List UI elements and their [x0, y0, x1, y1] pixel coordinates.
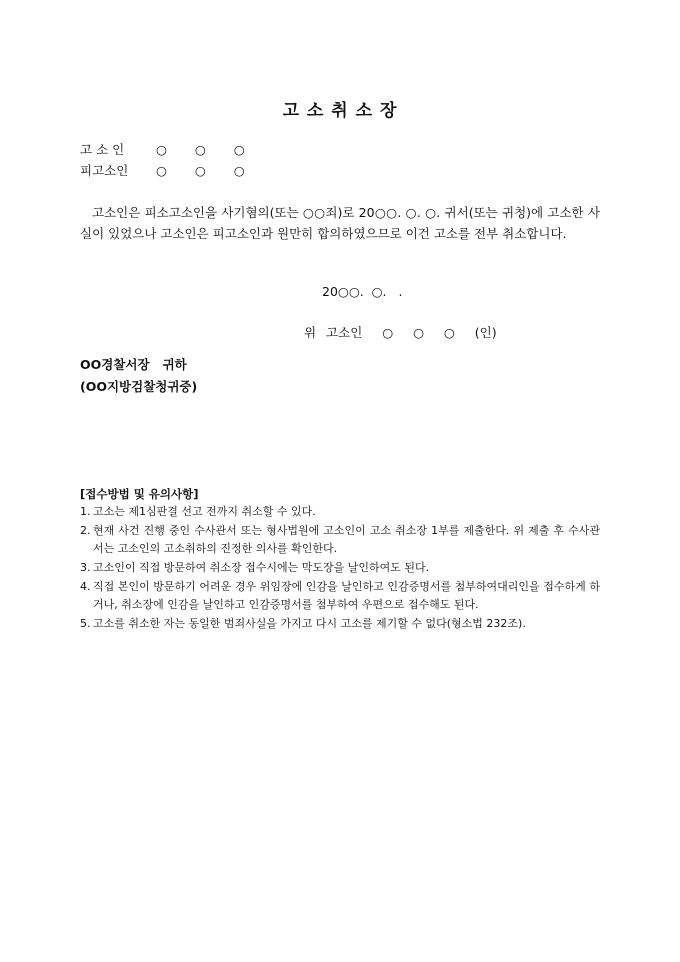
complainant-label: 고 소 인 — [80, 142, 125, 157]
defendant-label: 피고소인 — [80, 163, 129, 178]
list-item — [80, 559, 600, 577]
note-number: 4. — [80, 580, 91, 593]
addressee-police: OO경찰서장 귀하 — [80, 357, 187, 372]
notes-heading: [접수방법 및 유의사항] — [80, 487, 199, 501]
list-item — [80, 578, 600, 614]
note-text: 직접 본인이 방문하기 어려운 경우 위임장에 인감을 날인하고 인감증명서를 첨부하여대리인을 접수하게 하거나, 취소장에 인감을 날인하고 인감증명서를 첨부하여 우편으로 접수해도 된다. — [93, 580, 600, 611]
note-number: 1. — [80, 505, 91, 518]
note-number: 2. — [80, 524, 91, 537]
note-text: 현재 사건 진행 중인 수사관서 또는 형사법원에 고소인이 고소 취소장 1부를 제출한다. 위 제출 후 수사관서는 고소인의 고소취하의 진정한 의사를 확인한다. — [93, 524, 600, 555]
body-paragraph: 고소인은 피소고소인을 사기혐의(또는 ○○죄)로 20○○. ○. ○. 귀서(또는 귀청)에 고소한 사실이 있었으나 고소인은 피고소인과 원만히 합의하였으므로 이건 고소를 전부 취소합니다. — [80, 205, 600, 241]
defendant-name: ○ ○ ○ — [156, 163, 245, 178]
complainant-name: ○ ○ ○ — [156, 142, 245, 157]
complainant-line — [80, 141, 245, 159]
document-title: 고 소 취 소 장 — [282, 101, 398, 121]
note-number: 3. — [80, 561, 91, 574]
note-text: 고소는 제1심판결 선고 전까지 취소할 수 있다. — [93, 505, 316, 518]
note-number: 5. — [80, 617, 91, 630]
note-text: 고소인이 직접 방문하여 취소장 접수시에는 막도장을 날인하여도 된다. — [93, 561, 430, 574]
defendant-line — [80, 162, 245, 180]
list-item — [80, 522, 600, 558]
document-date: 20○○. ○. . — [322, 284, 403, 299]
list-item — [80, 503, 600, 521]
notes-list — [80, 503, 600, 634]
note-text: 고소를 취소한 자는 동일한 범죄사실을 가지고 다시 고소를 제기할 수 없다(형소법 232조). — [93, 617, 526, 630]
addressee-prosecution: (OO지방검찰청귀중) — [80, 379, 198, 394]
list-item — [80, 615, 600, 633]
signer-line: 위 고소인 ○ ○ ○ (인) — [304, 325, 497, 340]
